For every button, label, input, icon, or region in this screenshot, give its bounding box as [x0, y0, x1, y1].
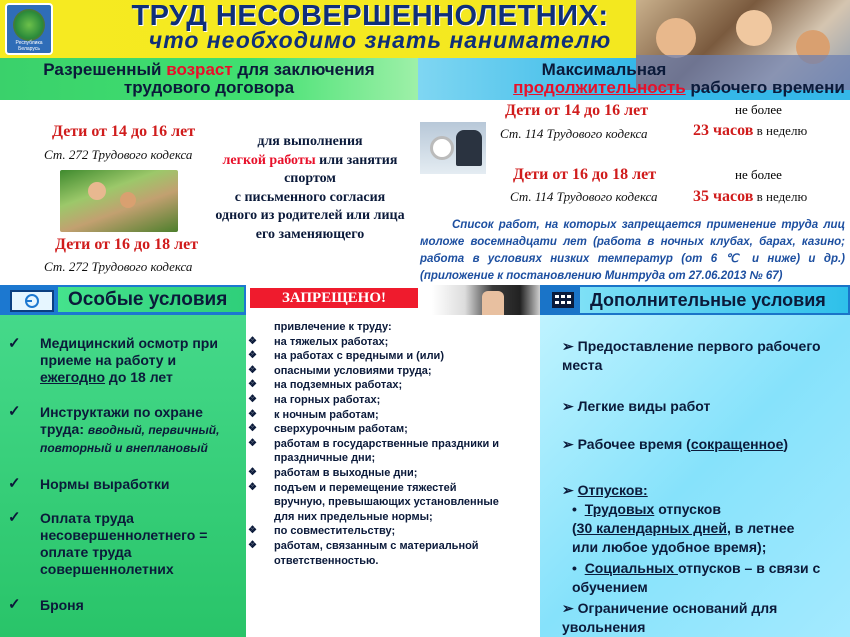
age-group2-pre: Дети: [55, 236, 95, 253]
check-icon: ✓: [8, 336, 21, 352]
additional-item-hours-pre: Рабочее время (: [577, 436, 691, 452]
forbidden-intro-text: привлечение к труду:: [274, 321, 392, 333]
additional-conditions-header: [540, 285, 850, 315]
special-item-medical: [40, 335, 245, 386]
diamond-bullet-icon: ❖: [248, 437, 257, 449]
forbidden-item: [246, 451, 540, 466]
age-group1-heading: [52, 123, 195, 141]
special-item-medical-l1: Медицинский осмотр при: [40, 335, 218, 351]
special-item-pay-l3: оплате труда: [40, 544, 132, 560]
hours-section-title: [418, 61, 850, 97]
page-subtitle: что необходимо знать нанимателю: [148, 27, 612, 53]
forbidden-item: [246, 524, 540, 539]
special-item-medical-tail: до 18 лет: [105, 369, 173, 385]
additional-item-dismissal-l2: увольнения: [562, 619, 646, 635]
special-item-pay: [40, 510, 245, 578]
additional-conditions-title: Дополнительные условия: [580, 287, 848, 313]
hours-group1-range: от 14 до 16 лет: [544, 102, 649, 119]
check-icon: ✓: [8, 510, 21, 526]
hours-title-2: рабочего времени: [685, 78, 845, 97]
age-desc-4: с письменного согласия: [234, 189, 386, 205]
age-title-post: для заключения: [232, 60, 375, 79]
check-icon: ✓: [8, 597, 21, 613]
additional-item-hours-reduced: сокращенное: [690, 436, 784, 452]
forbidden-item-text: опасными условиями труда;: [274, 364, 432, 377]
special-item-briefing-l2: труда:: [40, 421, 88, 437]
forbidden-title: ЗАПРЕЩЕНО!: [281, 290, 387, 306]
hours-group2-value: [693, 188, 807, 206]
special-conditions-title: Особые условия: [58, 287, 244, 312]
additional-item-dismissal-l1: Ограничение оснований для: [577, 600, 778, 616]
forbidden-item-text: по совместительству;: [274, 525, 396, 538]
diamond-bullet-icon: ❖: [248, 481, 257, 493]
forbidden-item: [246, 495, 540, 510]
special-item-medical-l2: приеме на работу и: [40, 352, 177, 368]
age-title-highlight: возраст: [166, 60, 233, 79]
special-conditions-header: [0, 285, 246, 315]
hours-group1-limit: не более: [735, 102, 782, 117]
special-item-briefing-types: вводный, первичный,: [87, 423, 220, 437]
social-leave-post: отпусков – в связи с: [677, 560, 821, 576]
labor-leave-label: Трудовых: [584, 501, 655, 517]
forbidden-item-text: на тяжелых работах;: [274, 335, 389, 348]
additional-item-first-job-l1: Предоставление первого рабочего: [577, 338, 821, 354]
folder-icon: [10, 290, 54, 312]
hours-group2-limit: не более: [735, 167, 782, 182]
additional-item-labor-leave: • Трудовых отпусков (30 календарных дней, в летнее или любое удобное время);: [572, 500, 850, 557]
age-group1-pre: Дети: [52, 123, 92, 140]
alarm-clock-photo: [420, 122, 486, 174]
emblem-logo: [5, 3, 53, 55]
additional-item-dismissal: ➢ Ограничение оснований для увольнения: [562, 599, 847, 637]
forbidden-work-list-note: Список работ, на которых запрещается применение труда лиц моложе восемнадцати лет (работа в ночных клубах, барах, казино; работа в условиях низких температур (от 6 ℃ и ниже) и др.) (приложение к постановлению Минтруда от 27.06.2013 № 67): [420, 219, 845, 282]
social-leave-study: обучением: [572, 579, 648, 595]
diamond-bullet-icon: ❖: [248, 393, 257, 405]
hours-group2-pre: Дети: [513, 166, 553, 183]
special-item-norms: Нормы выработки: [40, 476, 170, 492]
forbidden-item-text: подъем и перемещение тяжестей: [274, 481, 457, 494]
diamond-bullet-icon: ❖: [248, 466, 257, 478]
additional-item-first-job: ➢ Предоставление первого рабочего места: [562, 337, 847, 375]
hours-group1-unit: в неделю: [753, 123, 808, 138]
special-item-medical-yearly: ежегодно: [40, 369, 106, 385]
age-group2-heading: [55, 236, 198, 254]
age-desc-6: его заменяющего: [255, 226, 365, 242]
age-desc-1: для выполнения: [257, 134, 363, 149]
age-desc-light-work: легкой работы: [222, 152, 316, 168]
forbidden-item: [246, 466, 540, 481]
hours-group2-heading: [513, 166, 656, 184]
labor-leave-post: отпусков: [654, 501, 721, 517]
labor-leave-summer: , в летнее: [726, 520, 795, 536]
age-group1-range: от 14 до 16 лет: [91, 123, 196, 140]
calculator-icon: [548, 290, 580, 310]
hours-group2-range: от 16 до 18 лет: [552, 166, 657, 183]
age-desc-2: или занятия: [315, 152, 398, 168]
diamond-bullet-icon: ❖: [248, 525, 257, 537]
special-item-pay-l1: Оплата труда: [40, 510, 134, 526]
social-leave-label: Социальных: [584, 560, 678, 576]
hours-title-1: Максимальная: [541, 60, 667, 79]
age-title-pre: Разрешенный: [43, 60, 167, 79]
age-desc-5: одного из родителей или лица: [215, 208, 405, 223]
age-conditions-text: [200, 133, 420, 244]
emblem-caption: Республика Беларусь: [15, 40, 43, 52]
page-title: ТРУД НЕСОВЕРШЕННОЛЕТНИХ:: [131, 0, 609, 32]
labor-leave-any-time: или любое удобное время);: [572, 539, 767, 555]
forbidden-item: [246, 539, 540, 554]
special-item-pay-l2: несовершеннолетнего =: [40, 527, 208, 543]
age-section-header: [0, 58, 418, 100]
forbidden-item-text: сверхурочным работам;: [274, 423, 408, 436]
age-title-line2: трудового договора: [123, 78, 295, 97]
hours-group2-hours: 35 часов: [693, 188, 754, 205]
diamond-bullet-icon: ❖: [248, 408, 257, 420]
check-icon: ✓: [8, 404, 21, 420]
hours-group1-pre: Дети: [505, 102, 545, 119]
forbidden-item: [246, 510, 540, 525]
labor-leave-paren: (: [572, 520, 577, 536]
diamond-bullet-icon: ❖: [248, 364, 257, 376]
diamond-bullet-icon: ❖: [248, 539, 257, 551]
special-item-briefing-types2: повторный и внеплановый: [40, 441, 208, 455]
forbidden-item-text: на работах с вредными и (или): [274, 350, 444, 363]
diamond-bullet-icon: ❖: [248, 350, 257, 362]
additional-item-leave-title: Отпусков:: [577, 482, 648, 498]
labor-leave-days: 30 календарных дней: [576, 520, 727, 536]
forbidden-item-text: к ночным работам;: [274, 408, 379, 421]
forbidden-item: [246, 437, 540, 452]
forbidden-item-text: на подземных работах;: [274, 379, 403, 392]
forbidden-header: [248, 286, 420, 310]
special-item-reserve: Броня: [40, 597, 84, 613]
forbidden-item-text: работам в выходные дни;: [274, 466, 418, 479]
special-item-briefing: [40, 404, 245, 457]
forbidden-item-text: ответственностью.: [274, 554, 379, 567]
additional-item-hours-post: ): [783, 436, 789, 452]
diamond-bullet-icon: ❖: [248, 423, 257, 435]
forbidden-item: [246, 393, 540, 408]
hours-group2-ref: Ст. 114 Трудового кодекса: [510, 189, 658, 204]
age-group2-ref: Ст. 272 Трудового кодекса: [44, 259, 193, 274]
diamond-bullet-icon: ❖: [248, 379, 257, 391]
additional-item-hours: ➢ Рабочее время (сокращенное): [562, 436, 789, 452]
additional-item-light-work: ➢ Легкие виды работ: [562, 398, 711, 414]
additional-item-social-leave: • Социальных отпусков – в связи с обучением: [572, 559, 850, 597]
additional-item-leave: ➢ Отпусков:: [562, 482, 648, 498]
forbidden-item-text: праздничные дни;: [274, 452, 376, 465]
diamond-bullet-icon: ❖: [248, 335, 257, 347]
hours-group1-value: [693, 122, 807, 140]
age-desc-3: спортом: [284, 171, 336, 186]
hours-group1-hours: 23 часов: [693, 122, 754, 139]
age-group1-ref: Ст. 272 Трудового кодекса: [44, 147, 193, 162]
forbidden-item: [246, 335, 540, 350]
forbidden-item: [246, 349, 540, 364]
hours-group2-unit: в неделю: [753, 189, 808, 204]
hours-group1-ref: Ст. 114 Трудового кодекса: [500, 126, 648, 141]
hours-group1-heading: [505, 102, 648, 120]
forbidden-item: [246, 554, 540, 569]
forbidden-item-text: работам в государственные праздники и: [274, 437, 500, 450]
forbidden-item-text: для них предельные нормы;: [274, 510, 433, 523]
special-item-pay-l4: совершеннолетних: [40, 561, 174, 577]
additional-item-light-work-text: Легкие виды работ: [577, 398, 711, 414]
check-icon: ✓: [8, 476, 21, 492]
forbidden-list: [246, 320, 540, 568]
hours-title-highlight: продолжительность: [513, 78, 686, 97]
forbidden-intro: [246, 320, 540, 335]
forbidden-item-text: вручную, превышающих установленные: [274, 496, 499, 509]
special-item-briefing-l1: Инструктажи по охране: [40, 404, 203, 420]
children-garden-photo: [60, 170, 178, 232]
additional-item-first-job-l2: места: [562, 357, 603, 373]
forbidden-item-text: работам, связанным с материальной: [274, 539, 479, 552]
forbidden-item: [246, 422, 540, 437]
forbidden-item: [246, 408, 540, 423]
forbidden-item: [246, 481, 540, 496]
age-group2-range: от 16 до 18 лет: [94, 236, 199, 253]
forbidden-item: [246, 364, 540, 379]
forbidden-item: [246, 378, 540, 393]
forbidden-item-text: на горных работах;: [274, 393, 381, 406]
